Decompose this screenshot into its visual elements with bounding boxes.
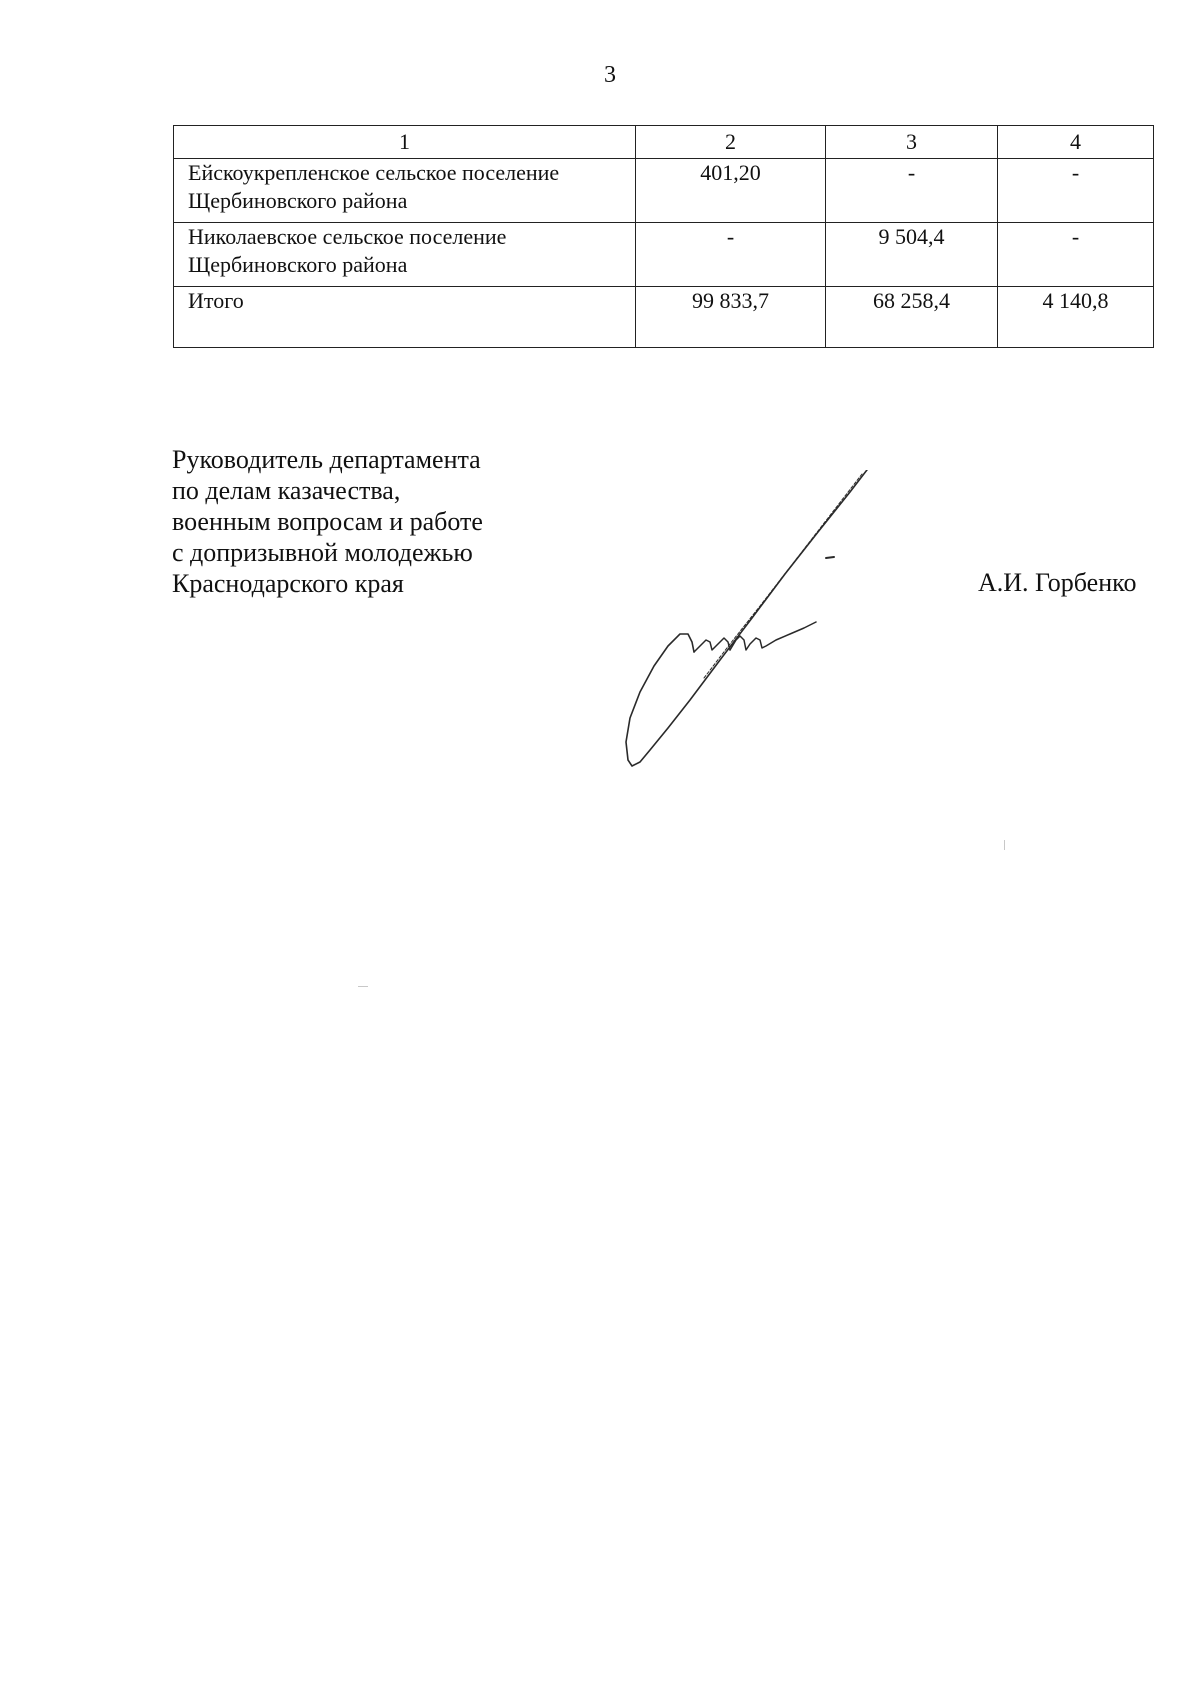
signer-position-line: военным вопросам и работе	[172, 507, 483, 536]
page-number: 3	[604, 62, 616, 88]
signer-position-line: Краснодарского края	[172, 569, 404, 598]
column-header-1: 1	[174, 126, 636, 159]
value-cell-col3: -	[826, 159, 998, 223]
total-label-cell: Итого	[174, 287, 636, 348]
signer-position-line: с допризывной молодежью	[172, 538, 473, 567]
allocation-table	[173, 125, 1154, 348]
table-total-row	[174, 287, 1154, 348]
settlement-name-cell	[174, 159, 636, 223]
signer-name: А.И. Горбенко	[978, 568, 1137, 597]
signer-position-line: Руководитель департамента	[172, 445, 481, 474]
column-header-4: 4	[998, 126, 1154, 159]
column-header-3: 3	[826, 126, 998, 159]
value-cell-col4: -	[998, 223, 1154, 287]
total-cell-col4: 4 140,8	[998, 287, 1154, 348]
settlement-district-line: Щербиновского района	[188, 252, 408, 277]
settlement-name-cell	[174, 223, 636, 287]
handwritten-signature	[580, 470, 900, 790]
table-row	[174, 223, 1154, 287]
settlement-name-line: Николаевское сельское поселение	[188, 224, 507, 249]
scan-speck	[358, 986, 368, 987]
value-cell-col2: 401,20	[636, 159, 826, 223]
table-row	[174, 159, 1154, 223]
settlement-district-line: Щербиновского района	[188, 188, 408, 213]
total-cell-col2: 99 833,7	[636, 287, 826, 348]
scan-speck	[1004, 840, 1005, 850]
signer-position-line: по делам казачества,	[172, 476, 401, 505]
value-cell-col4: -	[998, 159, 1154, 223]
value-cell-col3: 9 504,4	[826, 223, 998, 287]
settlement-name-line: Ейскоукрепленское сельское поселение	[188, 160, 560, 185]
total-cell-col3: 68 258,4	[826, 287, 998, 348]
signer-position	[172, 444, 483, 599]
value-cell-col2: -	[636, 223, 826, 287]
column-header-2: 2	[636, 126, 826, 159]
table-header-row	[174, 126, 1154, 159]
